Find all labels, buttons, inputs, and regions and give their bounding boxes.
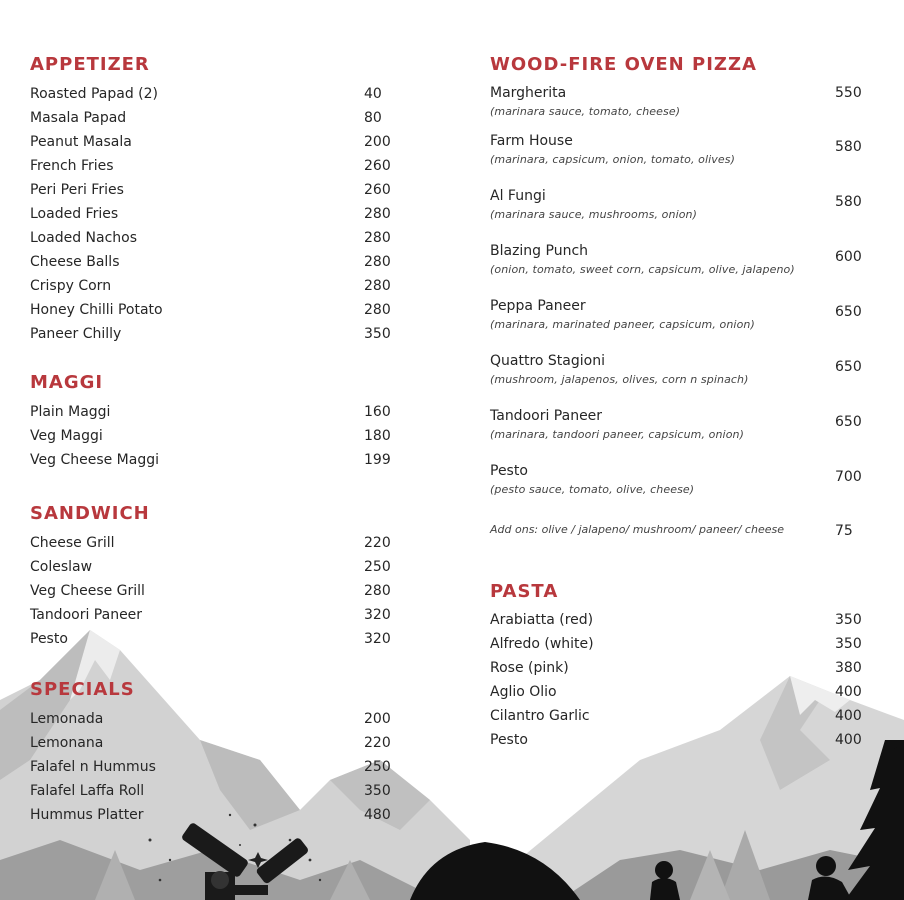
item-price: 280 <box>364 583 391 599</box>
item-price: 350 <box>364 326 391 342</box>
list-item <box>30 806 400 830</box>
addons-text: Add ons: olive / jalapeno/ mushroom/ paneer/ cheese <box>490 523 784 536</box>
list-item <box>490 731 870 755</box>
item-price: 250 <box>364 559 391 575</box>
list-item <box>30 253 400 277</box>
item-price: 650 <box>835 359 862 375</box>
list-item <box>30 630 400 654</box>
list-item <box>30 205 400 229</box>
item-name: Loaded Fries <box>30 206 119 222</box>
list-item <box>30 109 400 133</box>
list-item <box>490 297 870 352</box>
item-price: 550 <box>835 85 862 101</box>
list-item <box>490 659 870 683</box>
item-name: Pesto <box>490 463 528 479</box>
item-name: Plain Maggi <box>30 404 111 420</box>
item-name: French Fries <box>30 158 114 174</box>
item-price: 280 <box>364 254 391 270</box>
item-name: Falafel n Hummus <box>30 759 156 775</box>
item-name: Alfredo (white) <box>490 636 594 652</box>
pizza-list <box>490 84 870 517</box>
item-name: Peri Peri Fries <box>30 182 124 198</box>
item-price: 580 <box>835 139 862 155</box>
item-price: 80 <box>364 110 382 126</box>
addons-price: 75 <box>835 523 853 539</box>
item-description: (onion, tomato, sweet corn, capsicum, olive, jalapeno) <box>490 263 795 276</box>
pasta-list <box>490 611 870 755</box>
item-name: Falafel Laffa Roll <box>30 783 145 799</box>
item-price: 600 <box>835 249 862 265</box>
item-price: 320 <box>364 631 391 647</box>
list-item <box>30 427 400 451</box>
list-item <box>30 710 400 734</box>
item-price: 350 <box>835 612 862 628</box>
list-item <box>490 187 870 242</box>
sandwich-list <box>30 534 400 654</box>
item-name: Blazing Punch <box>490 243 589 259</box>
list-item <box>30 534 400 558</box>
item-price: 400 <box>835 732 862 748</box>
item-name: Roasted Papad (2) <box>30 86 159 102</box>
item-name: Honey Chilli Potato <box>30 302 163 318</box>
item-name: Tandoori Paneer <box>30 607 143 623</box>
item-description: (marinara, tandoori paneer, capsicum, onion) <box>490 428 745 441</box>
item-price: 380 <box>835 660 862 676</box>
item-name: Rose (pink) <box>490 660 569 676</box>
item-description: (marinara, capsicum, onion, tomato, olives) <box>490 153 736 166</box>
list-item <box>30 181 400 205</box>
item-name: Cilantro Garlic <box>490 708 590 724</box>
section-title-maggi: MAGGI <box>30 372 104 393</box>
item-name: Crispy Corn <box>30 278 112 294</box>
list-item <box>490 462 870 517</box>
item-price: 280 <box>364 302 391 318</box>
item-price: 400 <box>835 684 862 700</box>
item-price: 200 <box>364 711 391 727</box>
item-price: 650 <box>835 414 862 430</box>
list-item <box>30 558 400 582</box>
list-item <box>490 683 870 707</box>
item-name: Pesto <box>30 631 68 647</box>
item-description: (mushroom, jalapenos, olives, corn n spinach) <box>490 373 749 386</box>
item-price: 220 <box>364 535 391 551</box>
section-title-pizza: WOOD-FIRE OVEN PIZZA <box>490 54 757 75</box>
item-description: (marinara sauce, mushrooms, onion) <box>490 208 698 221</box>
item-name: Loaded Nachos <box>30 230 138 246</box>
item-price: 250 <box>364 759 391 775</box>
section-title-pasta: PASTA <box>490 581 559 602</box>
item-price: 200 <box>364 134 391 150</box>
item-price: 40 <box>364 86 382 102</box>
item-description: (pesto sauce, tomato, olive, cheese) <box>490 483 695 496</box>
list-item <box>30 403 400 427</box>
item-price: 280 <box>364 206 391 222</box>
item-name: Cheese Grill <box>30 535 115 551</box>
item-description: (marinara sauce, tomato, cheese) <box>490 105 681 118</box>
item-price: 280 <box>364 230 391 246</box>
item-name: Cheese Balls <box>30 254 120 270</box>
item-price: 199 <box>364 452 391 468</box>
specials-list <box>30 710 400 830</box>
list-item <box>30 133 400 157</box>
list-item <box>30 734 400 758</box>
item-price: 350 <box>835 636 862 652</box>
item-price: 480 <box>364 807 391 823</box>
item-name: Veg Cheese Maggi <box>30 452 159 468</box>
item-name: Masala Papad <box>30 110 127 126</box>
item-name: Paneer Chilly <box>30 326 122 342</box>
list-item <box>30 782 400 806</box>
list-item <box>30 301 400 325</box>
list-item <box>490 352 870 407</box>
list-item <box>30 606 400 630</box>
list-item <box>490 611 870 635</box>
item-price: 260 <box>364 158 391 174</box>
item-name: Peanut Masala <box>30 134 132 150</box>
list-item <box>30 582 400 606</box>
item-name: Quattro Stagioni <box>490 353 605 369</box>
item-name: Veg Cheese Grill <box>30 583 145 599</box>
item-name: Farm House <box>490 133 573 149</box>
list-item <box>30 325 400 349</box>
item-price: 350 <box>364 783 391 799</box>
item-price: 220 <box>364 735 391 751</box>
list-item <box>30 451 400 475</box>
item-price: 580 <box>835 194 862 210</box>
list-item <box>490 84 870 132</box>
item-name: Hummus Platter <box>30 807 144 823</box>
item-name: Arabiatta (red) <box>490 612 594 628</box>
item-price: 180 <box>364 428 391 444</box>
item-price: 650 <box>835 304 862 320</box>
item-name: Al Fungi <box>490 188 546 204</box>
item-price: 280 <box>364 278 391 294</box>
list-item <box>30 157 400 181</box>
item-name: Pesto <box>490 732 528 748</box>
appetizer-list <box>30 85 400 349</box>
list-item <box>490 707 870 731</box>
section-title-appetizer: APPETIZER <box>30 54 150 75</box>
item-name: Aglio Olio <box>490 684 557 700</box>
item-name: Veg Maggi <box>30 428 103 444</box>
section-title-sandwich: SANDWICH <box>30 503 150 524</box>
list-item <box>30 229 400 253</box>
item-price: 260 <box>364 182 391 198</box>
item-price: 400 <box>835 708 862 724</box>
list-item <box>490 407 870 462</box>
item-name: Peppa Paneer <box>490 298 586 314</box>
list-item <box>30 85 400 109</box>
item-name: Margherita <box>490 85 567 101</box>
list-item <box>490 242 870 297</box>
item-name: Tandoori Paneer <box>490 408 603 424</box>
pizza-addons <box>490 523 870 541</box>
list-item <box>490 132 870 187</box>
section-title-specials: SPECIALS <box>30 679 135 700</box>
item-description: (marinara, marinated paneer, capsicum, onion) <box>490 318 755 331</box>
item-name: Lemonana <box>30 735 104 751</box>
item-price: 700 <box>835 469 862 485</box>
item-name: Lemonada <box>30 711 104 727</box>
maggi-list <box>30 403 400 475</box>
list-item <box>30 277 400 301</box>
item-name: Coleslaw <box>30 559 93 575</box>
item-price: 160 <box>364 404 391 420</box>
list-item <box>490 635 870 659</box>
list-item <box>30 758 400 782</box>
item-price: 320 <box>364 607 391 623</box>
